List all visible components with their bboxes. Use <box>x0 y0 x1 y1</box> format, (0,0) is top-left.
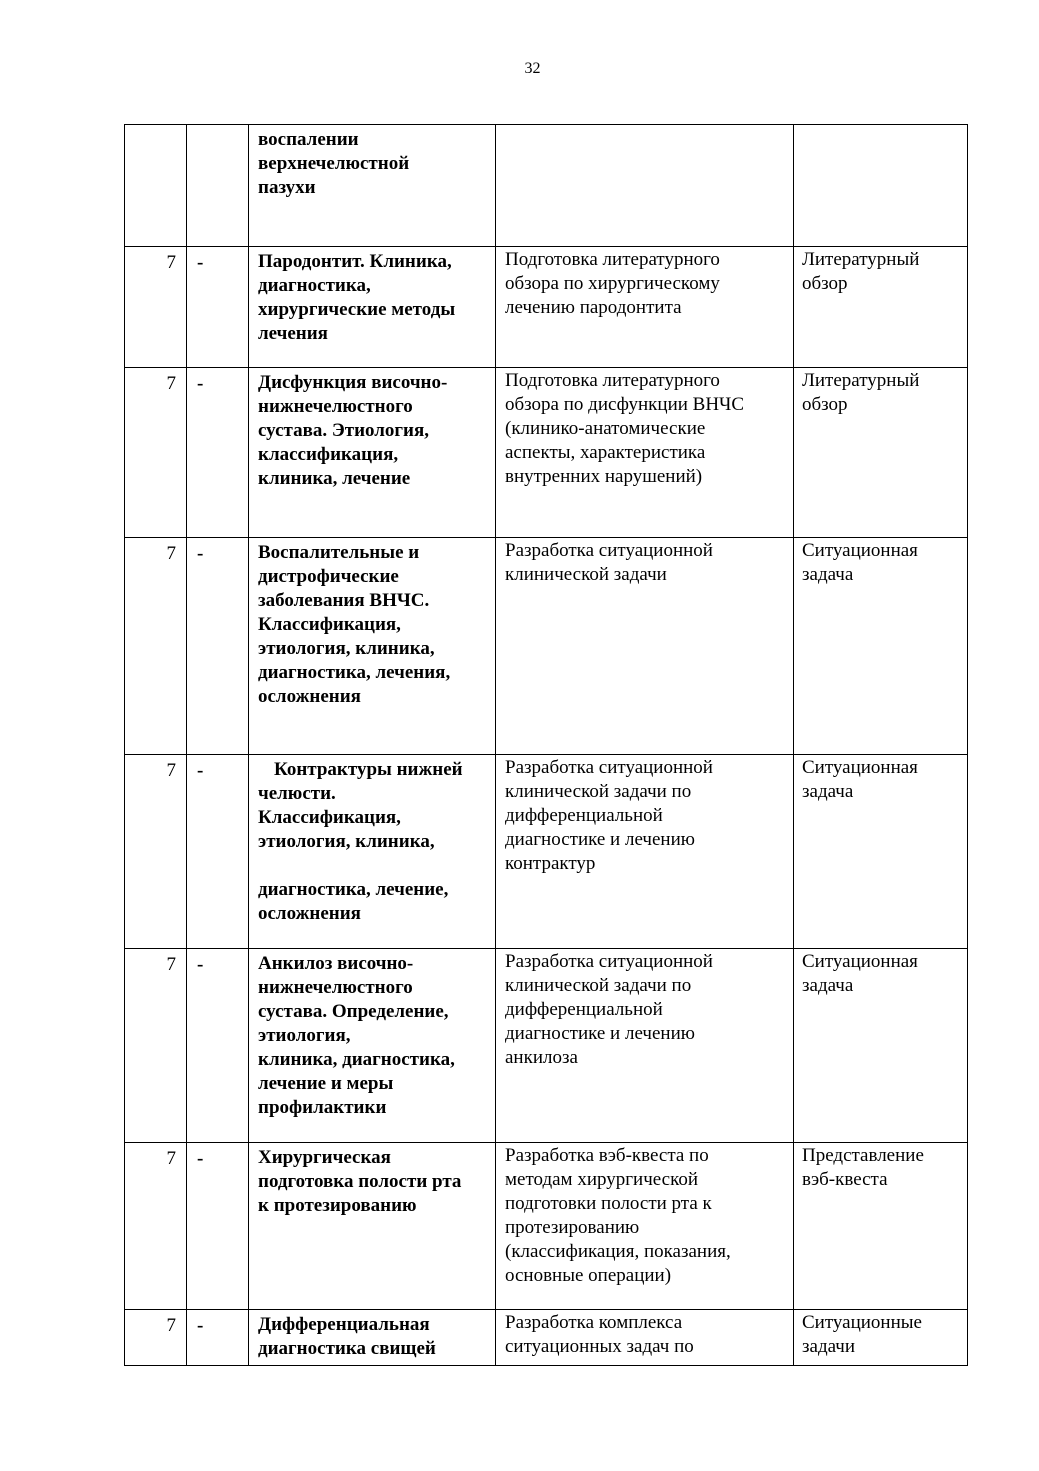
table-row <box>125 1143 968 1310</box>
dash-cell: - <box>187 368 249 538</box>
task-cell <box>496 368 794 538</box>
form-line: вэб-квеста <box>802 1169 888 1190</box>
semester-cell: 7 <box>125 368 187 538</box>
form-line: Ситуационная <box>802 757 918 778</box>
topic-line: нижнечелюстного <box>258 396 413 417</box>
topic-line: хирургические методы <box>258 299 456 320</box>
task-line: лечению пародонтита <box>505 297 682 318</box>
topic-line: сустава. Этиология, <box>258 420 430 441</box>
form-line: задача <box>802 564 854 585</box>
task-line: Разработка ситуационной <box>505 757 713 778</box>
semester-cell: 7 <box>125 538 187 755</box>
dash-cell <box>187 125 249 247</box>
task-line: анкилоза <box>505 1047 578 1068</box>
table-row <box>125 1310 968 1366</box>
task-line: контрактур <box>505 853 596 874</box>
task-line: основные операции) <box>505 1265 672 1286</box>
form-line: Ситуационные <box>802 1312 922 1333</box>
table-row <box>125 949 968 1143</box>
task-line: дифференциальной <box>505 805 663 826</box>
form-line: обзор <box>802 273 848 294</box>
form-line: Представление <box>802 1145 924 1166</box>
table-body <box>125 125 968 1366</box>
task-cell <box>496 538 794 755</box>
task-cell <box>496 125 794 247</box>
form-line: Литературный <box>802 370 920 391</box>
topic-line: дистрофические <box>258 566 399 587</box>
topic-line: классификация, <box>258 444 399 465</box>
topic-line: к протезированию <box>258 1195 417 1216</box>
topic-line: лечение и меры <box>258 1073 394 1094</box>
topic-line: клиника, диагностика, <box>258 1049 455 1070</box>
semester-cell: 7 <box>125 1310 187 1366</box>
dash-cell: - <box>187 1143 249 1310</box>
topic-line: Пародонтит. Клиника, <box>258 251 452 272</box>
task-line: диагностике и лечению <box>505 829 695 850</box>
table-row <box>125 755 968 949</box>
task-line: протезированию <box>505 1217 640 1238</box>
topic-cell <box>249 368 496 538</box>
topic-cell <box>249 755 496 949</box>
table-row <box>125 368 968 538</box>
topic-line: этиология, клиника, <box>258 831 435 852</box>
topic-line: осложнения <box>258 686 361 707</box>
topic-line: осложнения <box>258 903 361 924</box>
topic-line: клиника, лечение <box>258 468 411 489</box>
topic-line: воспалении <box>258 129 359 150</box>
task-cell <box>496 949 794 1143</box>
task-line: дифференциальной <box>505 999 663 1020</box>
dash-cell: - <box>187 1310 249 1366</box>
form-cell <box>794 949 968 1143</box>
topic-line: Контрактуры нижней <box>274 759 463 780</box>
topic-line: лечения <box>258 323 328 344</box>
task-line: (классификация, показания, <box>505 1241 731 1262</box>
task-line: Разработка ситуационной <box>505 540 713 561</box>
semester-cell: 7 <box>125 755 187 949</box>
topic-cell <box>249 1143 496 1310</box>
form-cell <box>794 538 968 755</box>
task-line: аспекты, характеристика <box>505 442 706 463</box>
semester-cell <box>125 125 187 247</box>
topic-line: диагностика, лечения, <box>258 662 451 683</box>
form-cell <box>794 755 968 949</box>
task-cell <box>496 247 794 368</box>
task-line: Подготовка литературного <box>505 370 720 391</box>
semester-cell: 7 <box>125 949 187 1143</box>
table-row <box>125 538 968 755</box>
task-cell <box>496 1310 794 1366</box>
topic-cell <box>249 1310 496 1366</box>
self-study-table <box>124 124 968 1366</box>
topic-line: сустава. Определение, <box>258 1001 449 1022</box>
semester-cell: 7 <box>125 1143 187 1310</box>
task-line: Разработка ситуационной <box>505 951 713 972</box>
task-line: методам хирургической <box>505 1169 699 1190</box>
topic-line: челюсти. <box>258 783 336 804</box>
topic-cell <box>249 538 496 755</box>
task-cell <box>496 1143 794 1310</box>
form-line: обзор <box>802 394 848 415</box>
task-line: клинической задачи по <box>505 781 692 802</box>
dash-cell: - <box>187 949 249 1143</box>
dash-cell: - <box>187 538 249 755</box>
topic-line: Воспалительные и <box>258 542 420 563</box>
task-line: обзора по дисфункции ВНЧС <box>505 394 745 415</box>
topic-line: Хирургическая <box>258 1147 391 1168</box>
topic-line: пазухи <box>258 177 316 198</box>
topic-line: Анкилоз височно- <box>258 953 414 974</box>
form-cell <box>794 247 968 368</box>
task-line: ситуационных задач по <box>505 1336 694 1357</box>
topic-line: диагностика свищей <box>258 1338 436 1359</box>
dash-cell: - <box>187 755 249 949</box>
topic-line: Классификация, <box>258 614 401 635</box>
topic-line: этиология, <box>258 1025 351 1046</box>
topic-cell <box>249 949 496 1143</box>
task-line: Разработка вэб-квеста по <box>505 1145 709 1166</box>
form-line: Литературный <box>802 249 920 270</box>
task-line: подготовки полости рта к <box>505 1193 712 1214</box>
topic-cell <box>249 247 496 368</box>
topic-line: Дисфункция височно- <box>258 372 448 393</box>
dash-cell: - <box>187 247 249 368</box>
task-line: клинической задачи <box>505 564 667 585</box>
topic-line: заболевания ВНЧС. <box>258 590 430 611</box>
task-line: (клинико-анатомические <box>505 418 706 439</box>
topic-line: подготовка полости рта <box>258 1171 462 1192</box>
topic-line: нижнечелюстного <box>258 977 413 998</box>
form-line: Ситуационная <box>802 951 918 972</box>
task-line: Разработка комплекса <box>505 1312 683 1333</box>
task-line: обзора по хирургическому <box>505 273 720 294</box>
table-row <box>125 125 968 247</box>
task-line: Подготовка литературного <box>505 249 720 270</box>
form-line: задача <box>802 781 854 802</box>
task-line: диагностике и лечению <box>505 1023 695 1044</box>
form-line: Ситуационная <box>802 540 918 561</box>
topic-line: профилактики <box>258 1097 387 1118</box>
form-cell <box>794 1143 968 1310</box>
table-row <box>125 247 968 368</box>
topic-line: Классификация, <box>258 807 401 828</box>
topic-line: диагностика, лечение, <box>258 879 449 900</box>
form-cell <box>794 368 968 538</box>
topic-line: этиология, клиника, <box>258 638 435 659</box>
task-cell <box>496 755 794 949</box>
topic-line <box>258 854 487 878</box>
form-line: задачи <box>802 1336 856 1357</box>
form-cell <box>794 1310 968 1366</box>
topic-line: диагностика, <box>258 275 371 296</box>
semester-cell: 7 <box>125 247 187 368</box>
topic-cell <box>249 125 496 247</box>
page-number: 32 <box>524 60 541 77</box>
task-line: внутренних нарушений) <box>505 466 703 487</box>
topic-line: Дифференциальная <box>258 1314 430 1335</box>
task-line: клинической задачи по <box>505 975 692 996</box>
form-line: задача <box>802 975 854 996</box>
form-cell <box>794 125 968 247</box>
topic-line: верхнечелюстной <box>258 153 410 174</box>
